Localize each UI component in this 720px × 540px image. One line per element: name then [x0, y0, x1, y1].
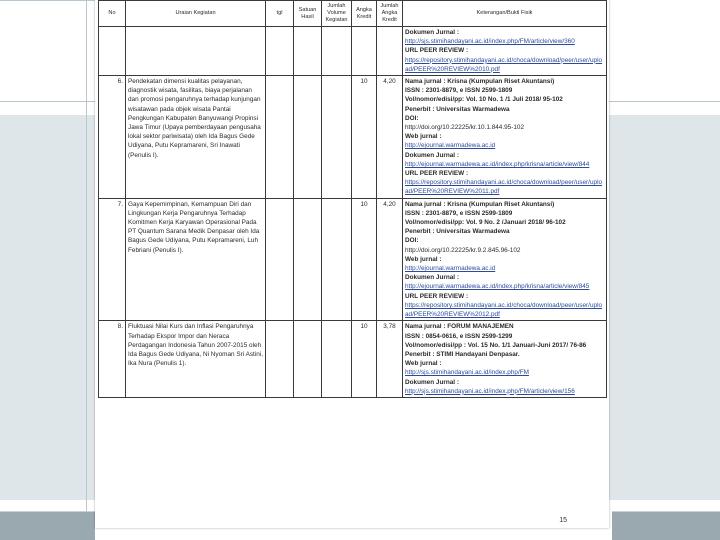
header-cell: Jumlah Angka Kredit: [377, 1, 403, 27]
document-page: [95, 0, 609, 528]
keterangan-line: Nama jurnal : FORUM MANAJEMEN: [405, 323, 514, 331]
keterangan-cell: [403, 321, 607, 398]
keterangan-line: ISSN : 2301-8879, e ISSN 2599-1809: [405, 209, 513, 217]
keterangan-line: URL PEER REVIEW :: [405, 170, 469, 178]
keterangan-line: Nama jurnal : Krisna (Kumpulan Riset Akuntansi): [405, 200, 555, 208]
keterangan-line: ISSN : 2301-8879, e ISSN 2599-1809: [405, 87, 513, 95]
tanggal-cell: [266, 321, 294, 398]
slide-line-right: [609, 101, 720, 102]
keterangan-cell: [403, 76, 607, 199]
keterangan-line: Web jurnal :: [405, 255, 442, 263]
credit-table: [98, 0, 607, 398]
table-body: [99, 27, 607, 398]
satuan-cell: [294, 321, 322, 398]
keterangan-link[interactable]: http://ejournal.warmadewa.ac.id: [405, 265, 496, 273]
keterangan-link[interactable]: https://repository.stimihandayani.ac.id/choca/download/peer/user/upload/PEER%20REVIEW%2011.pdf: [405, 179, 603, 196]
keterangan-line: Vol/nomor/edisi/pp: Vol. 10 No. 1 /1 Juli 2018/ 95-102: [405, 96, 563, 104]
row-number-cell: 6.: [99, 76, 126, 199]
uraian-cell: Pendekatan dimensi kualitas pelayanan, diagnostik wisata, fasilitas, biaya perjalanan dan promosi pengaruhnya terhadap kunjungan wisatawan pada objek wisata Pantai Pengkungan Kabupaten Banyuwangi Propinsi Jawa Timur (Upaya pemberdayaan pengusaha lokal sektor pariwisata) oleh Ida Bagus Gede Udiyana, Putu Kepramareni, Sri Inawati (Penulis I).: [126, 76, 266, 199]
keterangan-line: Dokumen Jurnal :: [405, 151, 459, 159]
table-row: [99, 321, 607, 398]
table-row: [99, 76, 607, 199]
angka-kredit-cell: 10: [352, 198, 377, 321]
volume-cell: [322, 76, 352, 199]
keterangan-line: Dokumen Jurnal :: [405, 274, 459, 282]
angka-kredit-cell: 10: [352, 321, 377, 398]
slide-footer-left: [0, 511, 95, 540]
keterangan-line: Nama jurnal : Krisna (Kumpulan Riset Akuntansi): [405, 78, 555, 86]
keterangan-line: Dokumen Jurnal :: [405, 29, 459, 36]
uraian-cell: Gaya Kepemimpinan, Kemampuan Diri dan Lingkungan Kerja Pengaruhnya Terhadap Komitmen Kerja Karyawan Operasional Pada PT Quantum Sarana Medik Denpasar oleh Ida Bagus Gede Udiyana, Putu Kepramareni, Luh Febriani (Penulis I).: [126, 198, 266, 321]
continuation-row: [99, 27, 607, 76]
keterangan-line: Penerbit : Universitas Warmadewa: [405, 228, 510, 236]
row-number-cell: 7.: [99, 198, 126, 321]
keterangan-line: URL PEER REVIEW :: [405, 292, 469, 300]
keterangan-line: Vol/nomor/edisi/pp : Vol. 15 No. 1/1 Januari-Juni 2017/ 76-86: [405, 341, 587, 349]
continuation-keterangan-cell: [403, 27, 607, 76]
row-number-cell: 8.: [99, 321, 126, 398]
jumlah-kredit-cell: 4,20: [377, 76, 403, 199]
keterangan-line: Web jurnal :: [405, 360, 442, 368]
volume-cell: [322, 198, 352, 321]
keterangan-link[interactable]: http://sjs.stimihandayani.ac.id/index.php/FM/article/view/156: [405, 387, 575, 395]
keterangan-line: Penerbit : Universitas Warmadewa: [405, 105, 510, 113]
header-cell: Jumlah Volume Kegiatan: [322, 1, 352, 27]
keterangan-line: URL PEER REVIEW :: [405, 47, 469, 55]
header-cell: Satuan Hasil: [294, 1, 322, 27]
tanggal-cell: [266, 198, 294, 321]
keterangan-link[interactable]: https://repository.stimihandayani.ac.id/choca/download/peer/user/upload/PEER%20REVIEW%2010.pdf: [405, 56, 603, 73]
slide-footer-right: [612, 511, 720, 540]
header-cell: Keterangan/Bukti Fisik: [403, 1, 607, 27]
keterangan-line: http://doi.org/10.22225/kr.10.1.844.95-102: [405, 124, 525, 132]
keterangan-line: Web jurnal :: [405, 133, 442, 141]
satuan-cell: [294, 198, 322, 321]
header-cell: Angka Kredit: [352, 1, 377, 27]
table-header-row: [99, 1, 607, 27]
keterangan-line: Vol/nomor/edisi/pp: Vol. 9 No. 2 /Januari 2018/ 96-102: [405, 219, 566, 227]
header-cell: Uraian Kegiatan: [126, 1, 266, 27]
keterangan-link[interactable]: http://ejournal.warmadewa.ac.id: [405, 142, 496, 150]
header-cell: tgl: [266, 1, 294, 27]
header-cell: No: [99, 1, 126, 27]
keterangan-line: Penerbit : STIMI Handayani Denpasar.: [405, 350, 520, 358]
table-row: [99, 198, 607, 321]
keterangan-link[interactable]: http://ejournal.warmadewa.ac.id/index.php/krisna/article/view/844: [405, 160, 590, 168]
keterangan-link[interactable]: https://repository.stimihandayani.ac.id/choca/download/peer/user/upload/PEER%20REVIEW%2012.pdf: [405, 301, 603, 319]
keterangan-line: http://doi.org/10.22225/kr.9.2.845.96-102: [405, 246, 521, 254]
keterangan-line: ISSN : 0854-0616, e ISSN 2599-1299: [405, 332, 513, 340]
keterangan-line: DOI:: [405, 114, 419, 122]
slide-vertical-line: [86, 0, 87, 540]
volume-cell: [322, 321, 352, 398]
keterangan-cell: [403, 198, 607, 321]
keterangan-link[interactable]: http://sjs.stimihandayani.ac.id/index.php/FM: [405, 369, 529, 377]
keterangan-line: Dokumen Jurnal :: [405, 378, 459, 386]
slide-line-left: [0, 101, 95, 102]
angka-kredit-cell: 10: [352, 76, 377, 199]
jumlah-kredit-cell: 3,78: [377, 321, 403, 398]
page-number: 15: [559, 517, 567, 524]
uraian-cell: Fluktuasi Nilai Kurs dan Inflasi Pengaruhnya Terhadap Ekspor Impor dan Neraca Perdagangan Indonesia Tahun 2007-2015 oleh Ida Bagus Gede Udiyana, Ni Nyoman Sri Astini, Ika Nura (Penulis 1).: [126, 321, 266, 398]
keterangan-link[interactable]: http://ejournal.warmadewa.ac.id/index.php/krisna/article/view/845: [405, 283, 590, 291]
tanggal-cell: [266, 76, 294, 199]
jumlah-kredit-cell: 4,20: [377, 198, 403, 321]
keterangan-line: DOI:: [405, 237, 419, 245]
satuan-cell: [294, 76, 322, 199]
keterangan-link[interactable]: http://sjs.stimihandayani.ac.id/index.php/FM/article/view/360: [405, 38, 575, 46]
slide-top-line: [0, 0, 95, 1]
